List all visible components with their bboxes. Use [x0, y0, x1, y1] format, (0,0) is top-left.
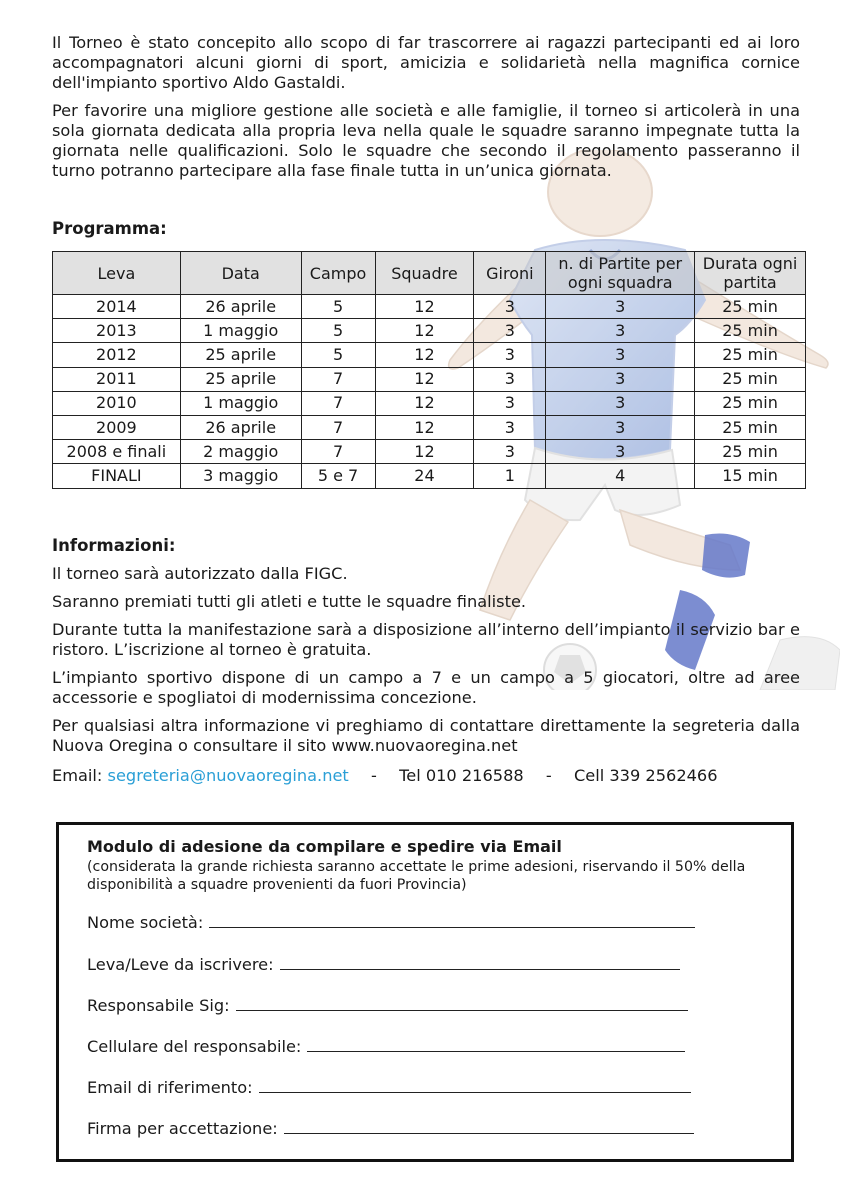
table-cell: 26 aprile [180, 415, 301, 439]
fill-line[interactable] [209, 913, 695, 928]
table-cell: 2014 [53, 295, 181, 319]
table-cell: FINALI [53, 464, 181, 488]
info-line: L’impianto sportivo dispone di un campo a 7 e un campo a 5 giocatori, oltre ad aree accessorie e spogliatoi di modernissima concezione. [52, 668, 800, 707]
table-cell: 2008 e finali [53, 440, 181, 464]
table-cell: 1 maggio [180, 391, 301, 415]
table-cell: 25 min [695, 391, 806, 415]
fill-line[interactable] [284, 1119, 694, 1134]
table-row [53, 367, 806, 391]
info-line: Il torneo sarà autorizzato dalla FIGC. [52, 564, 348, 583]
fill-line[interactable] [236, 996, 688, 1011]
registration-form [56, 822, 794, 1162]
table-cell: 4 [546, 464, 695, 488]
table-cell: 5 [301, 343, 375, 367]
field-label: Nome società: [87, 913, 204, 932]
form-field-cellulare[interactable] [87, 1037, 685, 1056]
table-row [53, 440, 806, 464]
intro-section [52, 33, 800, 181]
table-cell: 3 [546, 440, 695, 464]
table-row [53, 319, 806, 343]
table-cell: 3 [546, 391, 695, 415]
table-cell: 24 [375, 464, 474, 488]
column-header: Squadre [375, 252, 474, 295]
field-label: Leva/Leve da iscrivere: [87, 955, 274, 974]
table-cell: 3 [546, 295, 695, 319]
table-cell: 2011 [53, 367, 181, 391]
table-cell: 3 [546, 415, 695, 439]
field-label: Firma per accettazione: [87, 1119, 278, 1138]
table-row [53, 464, 806, 488]
table-cell: 25 aprile [180, 343, 301, 367]
column-header: Gironi [474, 252, 546, 295]
table-cell: 1 [474, 464, 546, 488]
table-cell: 3 [474, 343, 546, 367]
table-row [53, 295, 806, 319]
informazioni-section [52, 564, 800, 786]
table-cell: 7 [301, 367, 375, 391]
column-header: n. di Partite per ogni squadra [546, 252, 695, 295]
fill-line[interactable] [280, 955, 680, 970]
mobile-number: Cell 339 2562466 [573, 766, 718, 785]
phone-number: Tel 010 216588 [399, 766, 524, 785]
column-header: Durata ogni partita [695, 252, 806, 295]
table-cell: 7 [301, 391, 375, 415]
fill-line[interactable] [259, 1078, 691, 1093]
table-cell: 3 [474, 367, 546, 391]
table-cell: 3 [546, 319, 695, 343]
form-title: Modulo di adesione da compilare e spedire via Email [87, 837, 562, 856]
table-row [53, 415, 806, 439]
table-cell: 25 min [695, 343, 806, 367]
table-cell: 5 [301, 295, 375, 319]
contact-line [52, 766, 800, 786]
fill-line[interactable] [307, 1037, 685, 1052]
column-header: Campo [301, 252, 375, 295]
table-cell: 26 aprile [180, 295, 301, 319]
table-cell: 25 min [695, 319, 806, 343]
field-label: Cellulare del responsabile: [87, 1037, 302, 1056]
email-label: Email: [52, 766, 103, 785]
table-cell: 7 [301, 440, 375, 464]
programma-title: Programma: [52, 219, 167, 238]
separator: - [545, 766, 552, 785]
table-row [53, 391, 806, 415]
info-line: Saranno premiati tutti gli atleti e tutte le squadre finaliste. [52, 592, 527, 611]
table-cell: 12 [375, 367, 474, 391]
table-cell: 7 [301, 415, 375, 439]
info-line: Durante tutta la manifestazione sarà a disposizione all’interno dell’impianto il servizio bar e ristoro. L’iscrizione al torneo è gratuita. [52, 620, 800, 659]
table-cell: 3 [546, 343, 695, 367]
form-field-leva[interactable] [87, 955, 680, 974]
table-cell: 3 [474, 319, 546, 343]
table-cell: 12 [375, 295, 474, 319]
form-field-nome-societa[interactable] [87, 913, 695, 932]
table-cell: 25 min [695, 367, 806, 391]
form-field-firma[interactable] [87, 1119, 694, 1138]
table-cell: 15 min [695, 464, 806, 488]
table-cell: 5 e 7 [301, 464, 375, 488]
table-header-row [53, 252, 806, 295]
table-cell: 3 maggio [180, 464, 301, 488]
form-note: (considerata la grande richiesta saranno accettate le prime adesioni, riservando il 50% della disponibilità a squadre provenienti da fuori Provincia) [87, 859, 746, 893]
table-cell: 12 [375, 440, 474, 464]
column-header: Leva [53, 252, 181, 295]
form-field-email[interactable] [87, 1078, 691, 1097]
table-cell: 2010 [53, 391, 181, 415]
table-cell: 25 min [695, 295, 806, 319]
table-cell: 3 [474, 415, 546, 439]
table-cell: 25 min [695, 440, 806, 464]
table-cell: 2009 [53, 415, 181, 439]
table-cell: 2013 [53, 319, 181, 343]
table-cell: 12 [375, 319, 474, 343]
table-cell: 12 [375, 343, 474, 367]
table-cell: 3 [474, 295, 546, 319]
column-header: Data [180, 252, 301, 295]
table-cell: 2012 [53, 343, 181, 367]
table-cell: 25 aprile [180, 367, 301, 391]
informazioni-title: Informazioni: [52, 536, 176, 555]
table-cell: 5 [301, 319, 375, 343]
table-cell: 1 maggio [180, 319, 301, 343]
table-cell: 25 min [695, 415, 806, 439]
table-cell: 3 [474, 440, 546, 464]
programma-table [52, 251, 806, 489]
intro-paragraph: Il Torneo è stato concepito allo scopo di far trascorrere ai ragazzi partecipanti ed ai loro accompagnatori alcuni giorni di sport, amicizia e solidarietà nella magnifica cornice dell'impianto sportivo Aldo Gastaldi. [52, 33, 800, 92]
table-row [53, 343, 806, 367]
table-cell: 12 [375, 391, 474, 415]
email-link[interactable]: segreteria@nuovaoregina.net [107, 766, 349, 785]
form-field-responsabile[interactable] [87, 996, 688, 1015]
table-cell: 2 maggio [180, 440, 301, 464]
field-label: Email di riferimento: [87, 1078, 253, 1097]
intro-paragraph: Per favorire una migliore gestione alle società e alle famiglie, il torneo si articolerà in una sola giornata dedicata alla propria leva nella quale le squadre saranno impegnate tutta la giornata nelle qualificazioni. Solo le squadre che secondo il regolamento passeranno il turno potranno partecipare alla fase finale tutta in un’unica giornata. [52, 101, 800, 180]
table-cell: 3 [474, 391, 546, 415]
table-cell: 3 [546, 367, 695, 391]
table-cell: 12 [375, 415, 474, 439]
info-line: Per qualsiasi altra informazione vi preghiamo di contattare direttamente la segreteria dalla Nuova Oregina o consultare il sito www.nuovaoregina.net [52, 716, 800, 755]
separator: - [371, 766, 377, 785]
field-label: Responsabile Sig: [87, 996, 230, 1015]
